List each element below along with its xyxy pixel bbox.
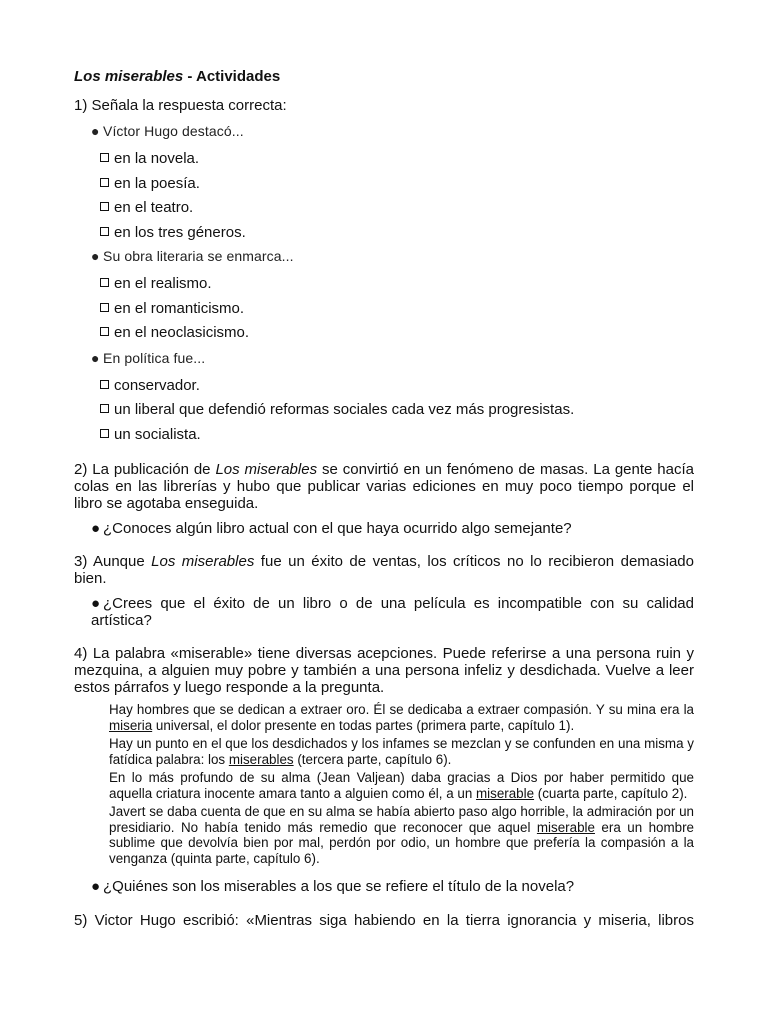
title-rest: - Actividades <box>183 68 281 85</box>
q1-label: 1) Señala la respuesta correcta: <box>74 97 287 114</box>
q1-group-1-prompt: ● Víctor Hugo destacó... <box>91 123 244 139</box>
checkbox-icon[interactable] <box>100 404 109 413</box>
checkbox-icon[interactable] <box>100 429 109 438</box>
q1-option[interactable]: un socialista. <box>100 423 694 448</box>
bullet-icon: ● <box>91 248 100 264</box>
bullet-icon: ● <box>91 595 101 612</box>
q1-option[interactable]: en los tres géneros. <box>100 221 694 246</box>
checkbox-icon[interactable] <box>100 380 109 389</box>
q1-option[interactable]: en el neoclasicismo. <box>100 321 694 346</box>
q1-option[interactable]: en la poesía. <box>100 172 694 197</box>
q2-block <box>74 461 694 537</box>
q1-option[interactable]: en el realismo. <box>100 272 694 297</box>
bullet-icon: ● <box>91 878 101 895</box>
q1-option[interactable]: en la novela. <box>100 147 694 172</box>
q4-block <box>74 645 694 895</box>
q1-option[interactable]: un liberal que defendió reformas sociales cada vez más progresistas. <box>100 398 694 423</box>
q1-group-1 <box>74 123 694 245</box>
q2-bullet: ● ¿Conoces algún libro actual con el que haya ocurrido algo semejante? <box>91 520 572 537</box>
q1-group-2-prompt: ● Su obra literaria se enmarca... <box>91 248 294 264</box>
q4-quote: En lo más profundo de su alma (Jean Valjean) daba gracias a Dios por haber permitido que aquella criatura inocente amara tanto a alguien como él, a un miserable (cuarta parte, capítulo 2). <box>109 770 694 801</box>
q4-quote: Hay hombres que se dedican a extraer oro. Él se dedicaba a extraer compasión. Y su mina era la miseria universal, el dolor presente en todas partes (primera parte, capítulo 1). <box>109 702 694 733</box>
q3-text: 3) Aunque Los miserables fue un éxito de ventas, los críticos no lo recibieron demasiado bien. <box>74 553 694 587</box>
bullet-icon: ● <box>91 520 101 537</box>
checkbox-icon[interactable] <box>100 202 109 211</box>
checkbox-icon[interactable] <box>100 178 109 187</box>
checkbox-icon[interactable] <box>100 227 109 236</box>
page-title <box>74 68 694 85</box>
checkbox-icon[interactable] <box>100 303 109 312</box>
title-italic: Los miserables <box>74 68 184 85</box>
q1-option[interactable]: conservador. <box>100 374 694 399</box>
q4-text: 4) La palabra «miserable» tiene diversas acepciones. Puede referirse a una persona ruin y mezquina, a alguien muy pobre y también a una persona infeliz y desdichada. Vuelve a leer estos párrafos y luego responde a la pregunta. <box>74 645 694 696</box>
q2-text: 2) La publicación de Los miserables se convirtió en un fenómeno de masas. La gente hacía colas en las librerías y hubo que publicar varias ediciones en muy poco tiempo porque el libro se agotaba enseguida. <box>74 461 694 512</box>
checkbox-icon[interactable] <box>100 153 109 162</box>
checkbox-icon[interactable] <box>100 278 109 287</box>
q4-quote: Hay un punto en el que los desdichados y los infames se mezclan y se confunden en una misma y fatídica palabra: los miserables (tercera parte, capítulo 6). <box>109 736 694 767</box>
q1-group-3-prompt: ● En política fue... <box>91 349 206 366</box>
q1-group-2 <box>74 248 694 346</box>
q3-block <box>74 553 694 629</box>
q4-bullet: ● ¿Quiénes son los miserables a los que se refiere el título de la novela? <box>91 878 575 895</box>
q1-option[interactable]: en el teatro. <box>100 196 694 221</box>
bullet-icon: ● <box>91 349 100 366</box>
worksheet-page <box>74 68 694 929</box>
q5-block <box>74 912 694 929</box>
q1-group-3 <box>74 350 694 448</box>
checkbox-icon[interactable] <box>100 327 109 336</box>
q4-quote: Javert se daba cuenta de que en su alma se había abierto paso algo horrible, la admiración por un presidiario. No había tenido más remedio que reconocer que aquel miserable era un hombre sublime que devolvía bien por mal, perdón por odio, un hombre que prefería la compasión a la venganza (quinta parte, capítulo 6). <box>109 804 695 866</box>
q3-bullet: ● ¿Crees que el éxito de un libro o de una película es incompatible con su calidad artística? <box>91 595 694 629</box>
bullet-icon: ● <box>91 123 100 139</box>
q5-text: 5) Victor Hugo escribió: «Mientras siga habiendo en la tierra ignorancia y miseria, libros <box>74 912 694 929</box>
q1-option[interactable]: en el romanticismo. <box>100 297 694 322</box>
